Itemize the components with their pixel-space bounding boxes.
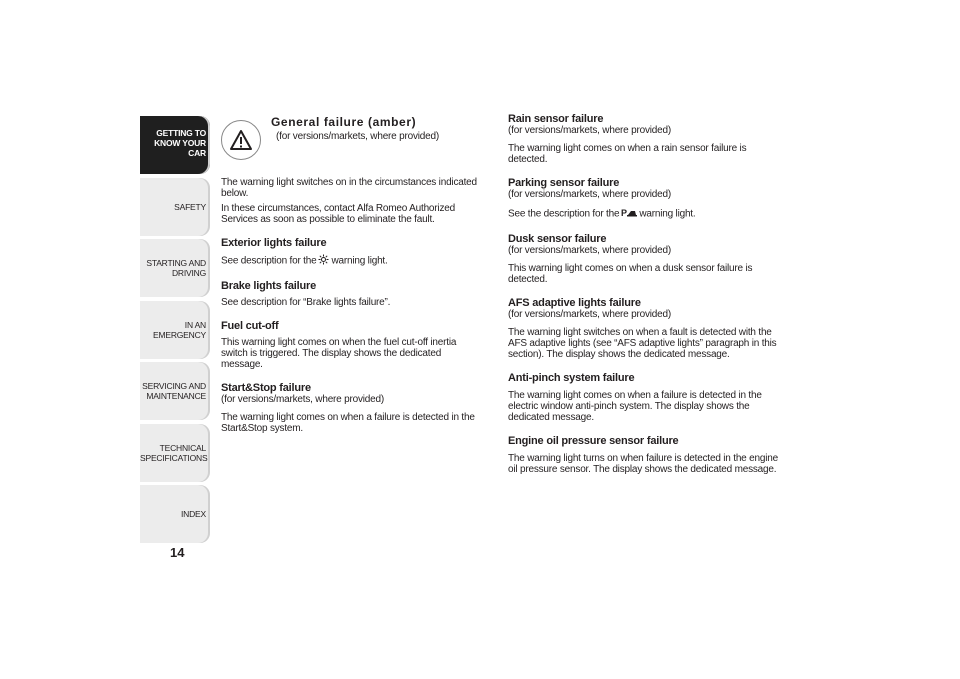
section-title: Start&Stop failure — [221, 382, 311, 394]
general-failure-subtitle: (for versions/markets, where provided) — [276, 131, 440, 142]
section-title: Fuel cut-off — [221, 320, 279, 332]
tab-label: TECHNICAL SPECIFICATIONS — [140, 443, 208, 463]
section-text: This warning light comes on when the fuel cut-off inertia switch is triggered. The display shows the dedicated message. — [221, 337, 457, 370]
section-rain-sensor — [508, 113, 780, 165]
section-subtitle: (for versions/markets, where provided) — [508, 125, 672, 136]
section-dusk-sensor — [508, 233, 780, 285]
section-title: Dusk sensor failure — [508, 233, 607, 245]
tab-servicing-and-maintenance[interactable] — [140, 362, 210, 420]
general-failure-block — [221, 117, 483, 177]
tab-starting-and-driving[interactable] — [140, 239, 210, 297]
svg-text:P: P — [621, 208, 628, 218]
tab-index[interactable] — [140, 485, 210, 543]
section-oil-pressure — [508, 435, 780, 475]
section-start-stop — [221, 382, 483, 434]
tab-in-an-emergency[interactable] — [140, 301, 210, 359]
section-text: The warning light comes on when a failure is detected in the electric window anti-pinch system. The display shows the dedicated message. — [508, 390, 762, 423]
section-subtitle: (for versions/markets, where provided) — [508, 309, 672, 320]
tab-label: GETTING TO KNOW YOUR CAR — [154, 128, 206, 158]
tab-safety[interactable] — [140, 178, 210, 236]
page-number: 14 — [170, 545, 185, 560]
warning-triangle-icon — [221, 120, 261, 160]
tab-label: SAFETY — [174, 202, 206, 212]
section-text: See description for “Brake lights failure”. — [221, 297, 391, 308]
section-title: Exterior lights failure — [221, 237, 327, 249]
section-text: The warning light switches on when a fault is detected with the AFS adaptive lights (see “AFS adaptive lights” paragraph in this section). The display shows the dedicated message. — [508, 327, 777, 360]
intro-text-2: In these circumstances, contact Alfa Romeo Authorized Services as soon as possible to eliminate the fault. — [221, 203, 455, 225]
section-subtitle: (for versions/markets, where provided) — [508, 245, 672, 256]
section-title: Engine oil pressure sensor failure — [508, 435, 679, 447]
section-title: Parking sensor failure — [508, 177, 620, 189]
parking-sensor-icon — [621, 207, 637, 221]
section-exterior-lights — [221, 237, 483, 268]
section-text: This warning light comes on when a dusk sensor failure is detected. — [508, 263, 753, 285]
tab-getting-to-know-your-car[interactable] — [140, 116, 210, 174]
section-text: The warning light comes on when a failure is detected in the Start&Stop system. — [221, 412, 475, 434]
tab-technical-specifications[interactable] — [140, 424, 210, 482]
section-fuel-cutoff — [221, 320, 483, 370]
section-title: Rain sensor failure — [508, 113, 604, 125]
section-text: The warning light turns on when failure is detected in the engine oil pressure sensor. The display shows the dedicated message. — [508, 453, 778, 475]
section-subtitle: (for versions/markets, where provided) — [508, 189, 672, 200]
general-failure-title: General failure (amber) — [271, 115, 417, 129]
section-afs-lights — [508, 297, 780, 360]
right-column — [508, 113, 780, 487]
tab-label: INDEX — [181, 509, 206, 519]
intro-text: The warning light switches on in the circumstances indicated below. — [221, 177, 477, 199]
section-brake-lights — [221, 280, 483, 308]
section-title: Anti-pinch system failure — [508, 372, 635, 384]
exterior-light-icon — [318, 254, 329, 268]
section-text: The warning light comes on when a rain sensor failure is detected. — [508, 143, 747, 165]
tab-label: IN AN EMERGENCY — [153, 320, 206, 340]
left-column — [221, 117, 483, 446]
section-title: Brake lights failure — [221, 280, 317, 292]
section-text: See the description for the P warning light. — [508, 208, 696, 220]
section-anti-pinch — [508, 372, 780, 423]
section-parking-sensor — [508, 177, 780, 221]
tab-label: SERVICING AND MAINTENANCE — [142, 381, 206, 401]
tab-label: STARTING AND DRIVING — [146, 258, 206, 278]
section-title: AFS adaptive lights failure — [508, 297, 641, 309]
section-text: See description for the warning light. — [221, 255, 388, 267]
section-subtitle: (for versions/markets, where provided) — [221, 394, 385, 405]
